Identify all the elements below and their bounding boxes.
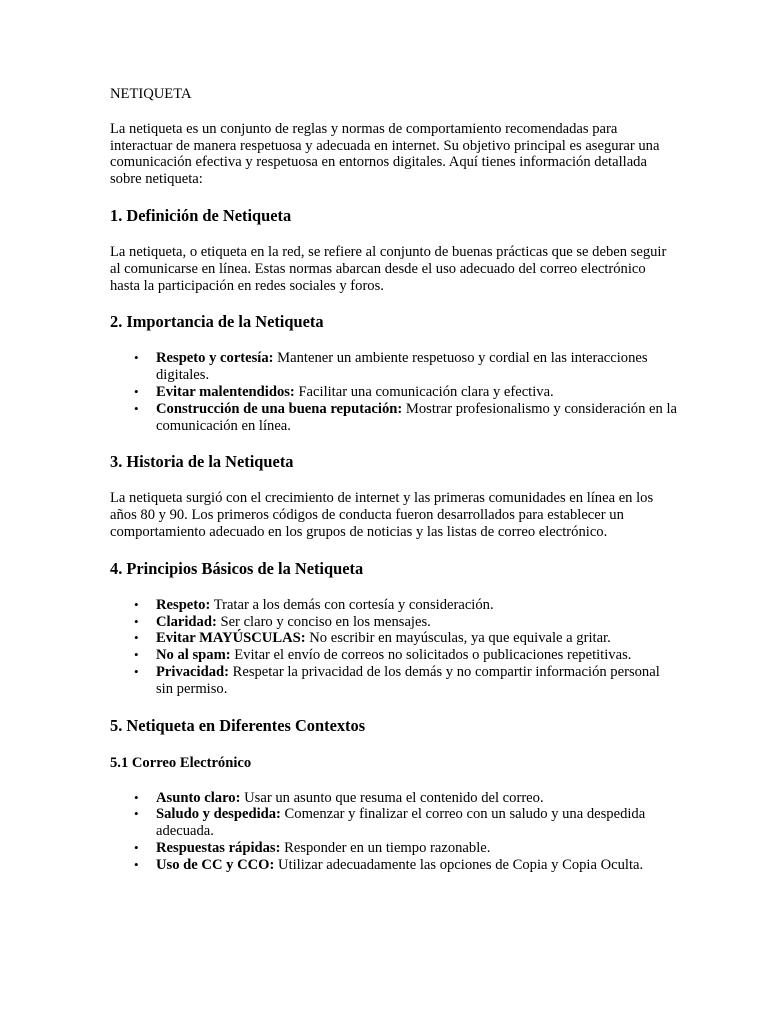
list-item [134, 839, 678, 857]
list-item-text: Comenzar y finalizar el correo con un saludo y una despedida adecuada. [156, 806, 646, 840]
bullet-icon: • [134, 350, 139, 366]
bullet-icon: • [134, 400, 139, 416]
list-item-text: Mostrar profesionalismo y consideración en la comunicación en línea. [156, 400, 678, 434]
bullet-icon: • [134, 613, 139, 629]
bullet-icon: • [134, 806, 139, 822]
list-item-text: Ser claro y conciso en los mensajes. [216, 613, 431, 630]
list-item-text: Utilizar adecuadamente las opciones de Copia y Copia Oculta. [274, 856, 644, 873]
bullet-icon: • [134, 630, 139, 646]
list-item-text: Evitar el envío de correos no solicitados o publicaciones repetitivas. [230, 647, 632, 664]
section-5-heading: 5. Netiqueta en Diferentes Contextos [110, 715, 366, 735]
list-item-term: Evitar malentendidos: [156, 383, 295, 400]
list-item-term: Saludo y despedida: [156, 806, 281, 823]
list-item [134, 663, 678, 698]
intro-paragraph: La netiqueta es un conjunto de reglas y normas de comportamiento recomendadas para interactuar de manera respetuosa y adecuada en internet. Su objetivo principal es asegurar una comunicación efectiva y respetuosa en entornos digitales. Aquí tienes información detallada sobre netiqueta: [110, 120, 660, 188]
bullet-icon: • [134, 596, 139, 612]
subsection-5-1-list [110, 790, 678, 874]
list-item [134, 400, 678, 435]
list-item-text: Tratar a los demás con cortesía y consideración. [210, 596, 494, 613]
list-item [134, 630, 678, 647]
bullet-icon: • [134, 647, 139, 663]
list-item-term: Asunto claro: [156, 789, 241, 806]
document-title: NETIQUETA [110, 86, 192, 102]
list-item-term: Evitar MAYÚSCULAS: [156, 630, 306, 647]
list-item [134, 647, 678, 664]
list-item-text: Mantener un ambiente respetuoso y cordial en las interacciones digitales. [156, 350, 648, 384]
bullet-icon: • [134, 663, 139, 679]
list-item-text: Facilitar una comunicación clara y efectiva. [294, 383, 554, 400]
list-item [134, 806, 678, 840]
list-item [134, 613, 678, 631]
list-item-text: No escribir en mayúsculas, ya que equivale a gritar. [305, 630, 611, 647]
bullet-icon: • [134, 856, 139, 872]
list-item-text: Respetar la privacidad de los demás y no compartir información personal sin permiso. [156, 663, 660, 697]
section-1-heading: 1. Definición de Netiqueta [110, 205, 292, 225]
bullet-icon: • [134, 383, 139, 399]
list-item-term: Privacidad: [156, 663, 229, 680]
section-4-heading: 4. Principios Básicos de la Netiqueta [110, 558, 364, 578]
subsection-5-1-heading: 5.1 Correo Electrónico [110, 754, 252, 771]
list-item [134, 856, 678, 874]
list-item-text: Usar un asunto que resuma el contenido del correo. [240, 789, 544, 806]
list-item [134, 596, 678, 614]
list-item-term: Respeto: [156, 596, 211, 613]
list-item-term: Respeto y cortesía: [156, 350, 274, 367]
section-2-list [110, 350, 678, 434]
section-3-heading: 3. Historia de la Netiqueta [110, 452, 294, 472]
list-item-text: Responder en un tiempo razonable. [280, 839, 491, 856]
list-item [134, 383, 678, 401]
list-item-term: Uso de CC y CCO: [156, 856, 275, 873]
section-2-heading: 2. Importancia de la Netiqueta [110, 312, 324, 332]
section-4-list [110, 597, 678, 698]
list-item-term: Claridad: [156, 613, 217, 630]
section-3-paragraph: La netiqueta surgió con el crecimiento de internet y las primeras comunidades en línea en los años 80 y 90. Los primeros códigos de conducta fueron desarrollados para establecer un comportamiento adecuado en los grupos de noticias y las listas de correo electrónico. [110, 490, 654, 540]
list-item-term: No al spam: [156, 647, 231, 664]
list-item [134, 350, 678, 384]
bullet-icon: • [134, 789, 139, 805]
bullet-icon: • [134, 839, 139, 855]
section-1-paragraph: La netiqueta, o etiqueta en la red, se refiere al conjunto de buenas prácticas que se deben seguir al comunicarse en línea. Estas normas abarcan desde el uso adecuado del correo electrónico hasta la participación en redes sociales y foros. [110, 243, 667, 294]
list-item-term: Respuestas rápidas: [156, 839, 281, 856]
list-item-term: Construcción de una buena reputación: [156, 400, 403, 417]
list-item [134, 789, 678, 807]
